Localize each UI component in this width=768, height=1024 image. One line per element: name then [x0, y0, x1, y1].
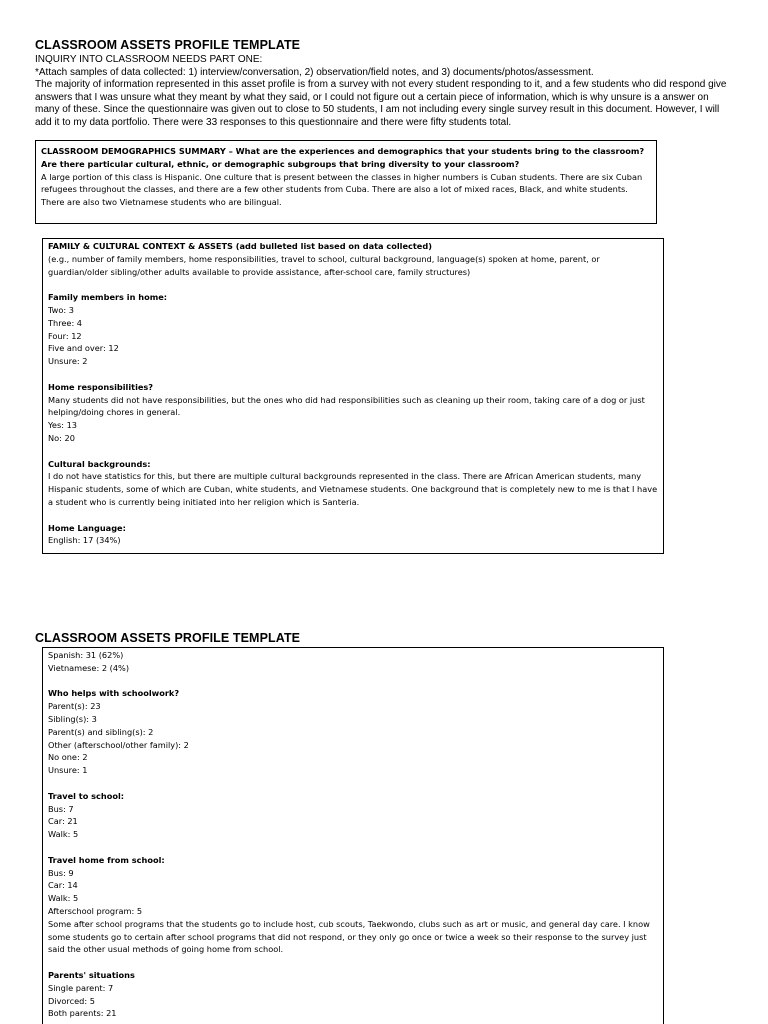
- list-item: Vietnamese: 2 (4%): [48, 662, 130, 673]
- family-context-box: [42, 238, 664, 554]
- list-item: Two: 3: [48, 304, 74, 315]
- family-members-title: Family members in home:: [48, 292, 168, 303]
- afterschool-text: Some after school programs that the students go to include host, cub scouts, Taekwondo, clubs such as art or music, and general day care. I know some students go to certain after school programs that did not respond, or they only go once or twice a week so their response to the survey just said the other usual methods of going home from school.: [48, 918, 650, 955]
- list-item: Walk: 5: [48, 829, 79, 840]
- list-item: Other (afterschool/other family): 2: [48, 739, 189, 750]
- list-item: Both parents: 21: [48, 1008, 117, 1019]
- list-item: English: 17 (34%): [48, 535, 121, 546]
- list-item: No one: 2: [48, 752, 88, 763]
- travel-to-school-title: Travel to school:: [48, 790, 125, 801]
- home-responsibilities-text: Many students did not have responsibilities, but the ones who did had responsibilities such as cleaning up their room, taking care of a dog or just helping/doing chores in general.: [48, 394, 645, 418]
- list-item: Four: 12: [48, 330, 82, 341]
- intro-paragraph: The majority of information represented in this asset profile is from a survey with not every student responding to it, and a few students who did respond give answers that I was unsure what they meant by what they said, or I could not figure out a certain piece of information, which is why unsure is a answer on many of these. Since the questionnaire was given out to close to 50 students, I am not including every single survey result in this document. However, I will add it to my data portfolio. There were 33 responses to this questionnaire and there were fifty students total.: [35, 79, 727, 128]
- demographics-body: A large portion of this class is Hispanic. One culture that is present between the classes in higher numbers is Cuban students. There are six Cuban refugees throughout the classes, and there are a few other students from Cuba. There are also a lot of mixed races, Black, and white students. There are also two Vietnamese students who are bilingual.: [41, 171, 643, 208]
- list-item: Unsure: 2: [48, 356, 88, 367]
- family-subheading: (e.g., number of family members, home responsibilities, travel to school, cultural background, language(s) spoken at home, parent, or guardian/older sibling/other adults available to provide assistance, after-school care, family structures): [48, 253, 600, 277]
- list-item: Spanish: 31 (62%): [48, 650, 124, 660]
- list-item: Car: 21: [48, 816, 78, 827]
- family-heading: FAMILY & CULTURAL CONTEXT & ASSETS (add bulleted list based on data collected): [48, 241, 432, 251]
- travel-home-title: Travel home from school:: [48, 854, 165, 865]
- list-item: Divorced: 5: [48, 995, 95, 1006]
- list-item: Single parent: 7: [48, 982, 114, 993]
- family-context-continued-box: [42, 647, 664, 1024]
- demographics-summary-box: [35, 140, 657, 224]
- schoolwork-help-title: Who helps with schoolwork?: [48, 688, 180, 699]
- list-item: Five and over: 12: [48, 343, 119, 354]
- list-item: Three: 4: [48, 317, 83, 328]
- list-item: Bus: 9: [48, 867, 74, 878]
- cultural-backgrounds-text: I do not have statistics for this, but there are multiple cultural backgrounds represented in the class. There are African American students, many Hispanic students, some of which are Cuban, white students, and Vietnamese students. One background that is completely new to me is that I have a student who is currently being initiated into her religion which is Santeria.: [48, 471, 658, 507]
- page-title-continued: CLASSROOM ASSETS PROFILE TEMPLATE: [35, 631, 301, 645]
- list-item: Afterschool program: 5: [48, 905, 143, 916]
- page-title: CLASSROOM ASSETS PROFILE TEMPLATE: [35, 38, 301, 52]
- cultural-backgrounds-title: Cultural backgrounds:: [48, 458, 151, 469]
- demographics-heading: CLASSROOM DEMOGRAPHICS SUMMARY – What are the experiences and demographics that your students bring to the classroom? Are there particular cultural, ethnic, or demographic subgroups that bring diversity to your classroom?: [41, 146, 645, 169]
- list-item: Parent(s): 23: [48, 701, 101, 712]
- list-item: Parent(s) and sibling(s): 2: [48, 726, 154, 737]
- list-item: Car: 14: [48, 880, 78, 891]
- home-language-title: Home Language:: [48, 522, 126, 533]
- list-item: Bus: 7: [48, 803, 74, 814]
- list-item: Walk: 5: [48, 893, 79, 904]
- intro-section: [35, 54, 735, 130]
- intro-subtitle: INQUIRY INTO CLASSROOM NEEDS PART ONE:: [35, 54, 263, 65]
- attach-note: *Attach samples of data collected: 1) interview/conversation, 2) observation/field notes, and 3) documents/photos/assessment.: [35, 66, 594, 78]
- list-item: Unsure: 1: [48, 765, 88, 776]
- list-item: Yes: 13: [48, 420, 77, 431]
- parents-situation-title: Parents' situations: [48, 969, 135, 980]
- list-item: Sibling(s): 3: [48, 713, 97, 724]
- home-responsibilities-title: Home responsibilities?: [48, 381, 154, 392]
- list-item: No: 20: [48, 432, 75, 443]
